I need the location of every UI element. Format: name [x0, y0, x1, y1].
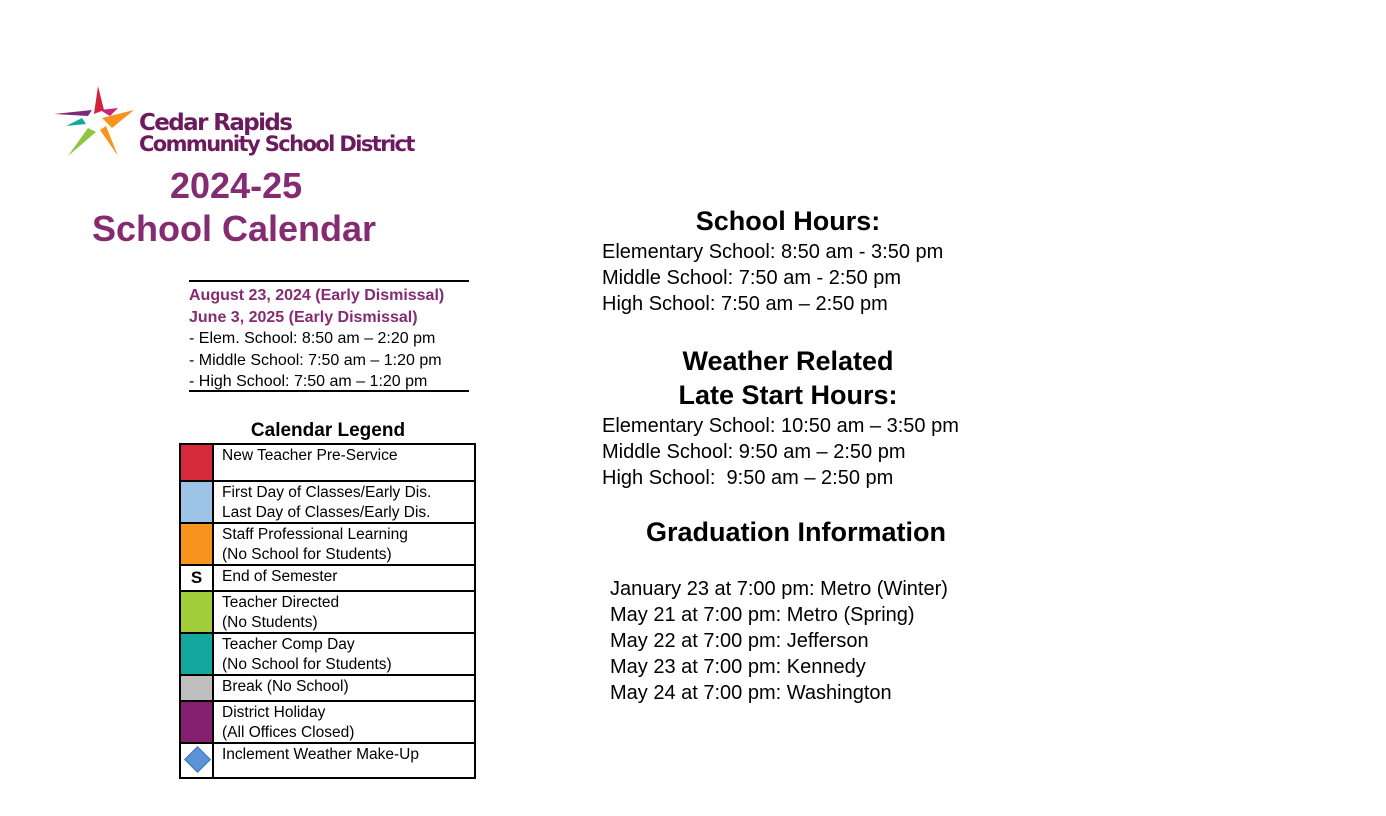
- graduation-item: January 23 at 7:00 pm: Metro (Winter): [610, 578, 948, 600]
- legend-label: Teacher Directed: [222, 594, 340, 611]
- early-dismissal-middle: - Middle School: 7:50 am – 1:20 pm: [189, 351, 442, 369]
- legend-table: [179, 443, 476, 779]
- late-start-high: High School: 9:50 am – 2:50 pm: [602, 467, 894, 489]
- late-start-title-line1: Weather Related: [682, 346, 894, 376]
- legend-label-line2: (No Students): [222, 613, 318, 631]
- late-start-title-line2: Late Start Hours:: [678, 380, 898, 410]
- graduation-title: Graduation Information: [646, 517, 946, 547]
- legend-label-line2: (All Offices Closed): [222, 723, 355, 741]
- graduation-item: May 23 at 7:00 pm: Kennedy: [610, 656, 866, 678]
- legend-label: New Teacher Pre-Service: [222, 447, 398, 464]
- calendar-year-title: 2024-25: [170, 165, 303, 206]
- late-start-middle: Middle School: 9:50 am – 2:50 pm: [602, 441, 906, 463]
- legend-swatch-teal: [181, 634, 212, 674]
- legend-swatch-light-blue: [181, 482, 212, 522]
- logo-text-line2: Community School District: [139, 132, 414, 156]
- legend-row-staff-learning: [180, 523, 475, 565]
- legend-row-end-semester: [180, 565, 475, 591]
- legend-row-teacher-directed: [180, 591, 475, 633]
- late-start-title: [588, 344, 988, 412]
- early-dismissal-elem: - Elem. School: 8:50 am – 2:20 pm: [189, 330, 436, 347]
- star-logo-icon: [52, 84, 136, 158]
- school-hours-middle: Middle School: 7:50 am - 2:50 pm: [602, 267, 902, 289]
- legend-row-weather-makeup: [180, 743, 475, 778]
- legend-label: First Day of Classes/Early Dis.: [222, 484, 432, 501]
- calendar-title: School Calendar: [92, 208, 377, 249]
- late-start-list: [602, 413, 959, 491]
- legend-swatch-gray: [181, 676, 212, 700]
- legend-label: Inclement Weather Make-Up: [222, 746, 419, 763]
- graduation-list: [610, 576, 948, 706]
- late-start-elem: Elementary School: 10:50 am – 3:50 pm: [602, 415, 959, 437]
- legend-swatch-orange: [181, 524, 212, 564]
- legend-row-first-last-day: [180, 481, 475, 523]
- early-dismissal-high: - High School: 7:50 am – 1:20 pm: [189, 373, 428, 390]
- legend-label-line2: Last Day of Classes/Early Dis.: [222, 503, 431, 521]
- school-hours-elem: Elementary School: 8:50 am - 3:50 pm: [602, 241, 944, 263]
- graduation-item: May 24 at 7:00 pm: Washington: [610, 682, 892, 704]
- legend-row-new-teacher: [180, 444, 475, 481]
- early-dismissal-date-2: June 3, 2025 (Early Dismissal): [189, 308, 418, 326]
- legend-label-line2: (No School for Students): [222, 545, 392, 563]
- semester-symbol: S: [180, 565, 213, 591]
- early-dismissal-date-1: August 23, 2024 (Early Dismissal): [189, 287, 445, 304]
- legend-label: District Holiday: [222, 704, 326, 721]
- school-hours-list: [602, 239, 943, 317]
- legend-label-line2: (No School for Students): [222, 655, 392, 673]
- early-dismissal-box: [189, 280, 469, 392]
- legend-label: Break (No School): [222, 678, 349, 695]
- legend-label: End of Semester: [222, 568, 338, 585]
- graduation-item: May 21 at 7:00 pm: Metro (Spring): [610, 604, 915, 626]
- diamond-icon: [184, 746, 211, 773]
- legend-swatch-red: [181, 445, 212, 480]
- legend-swatch-purple: [181, 702, 212, 742]
- legend-label: Staff Professional Learning: [222, 526, 408, 543]
- school-hours-high: High School: 7:50 am – 2:50 pm: [602, 293, 888, 315]
- legend-title: Calendar Legend: [250, 420, 406, 441]
- legend-row-break: [180, 675, 475, 701]
- graduation-item: May 22 at 7:00 pm: Jefferson: [610, 630, 869, 652]
- school-hours-title: School Hours:: [695, 206, 881, 236]
- logo-text-line1: Cedar Rapids: [139, 110, 292, 136]
- legend-row-comp-day: [180, 633, 475, 675]
- legend-swatch-green: [181, 592, 212, 632]
- legend-row-holiday: [180, 701, 475, 743]
- legend-label: Teacher Comp Day: [222, 636, 355, 653]
